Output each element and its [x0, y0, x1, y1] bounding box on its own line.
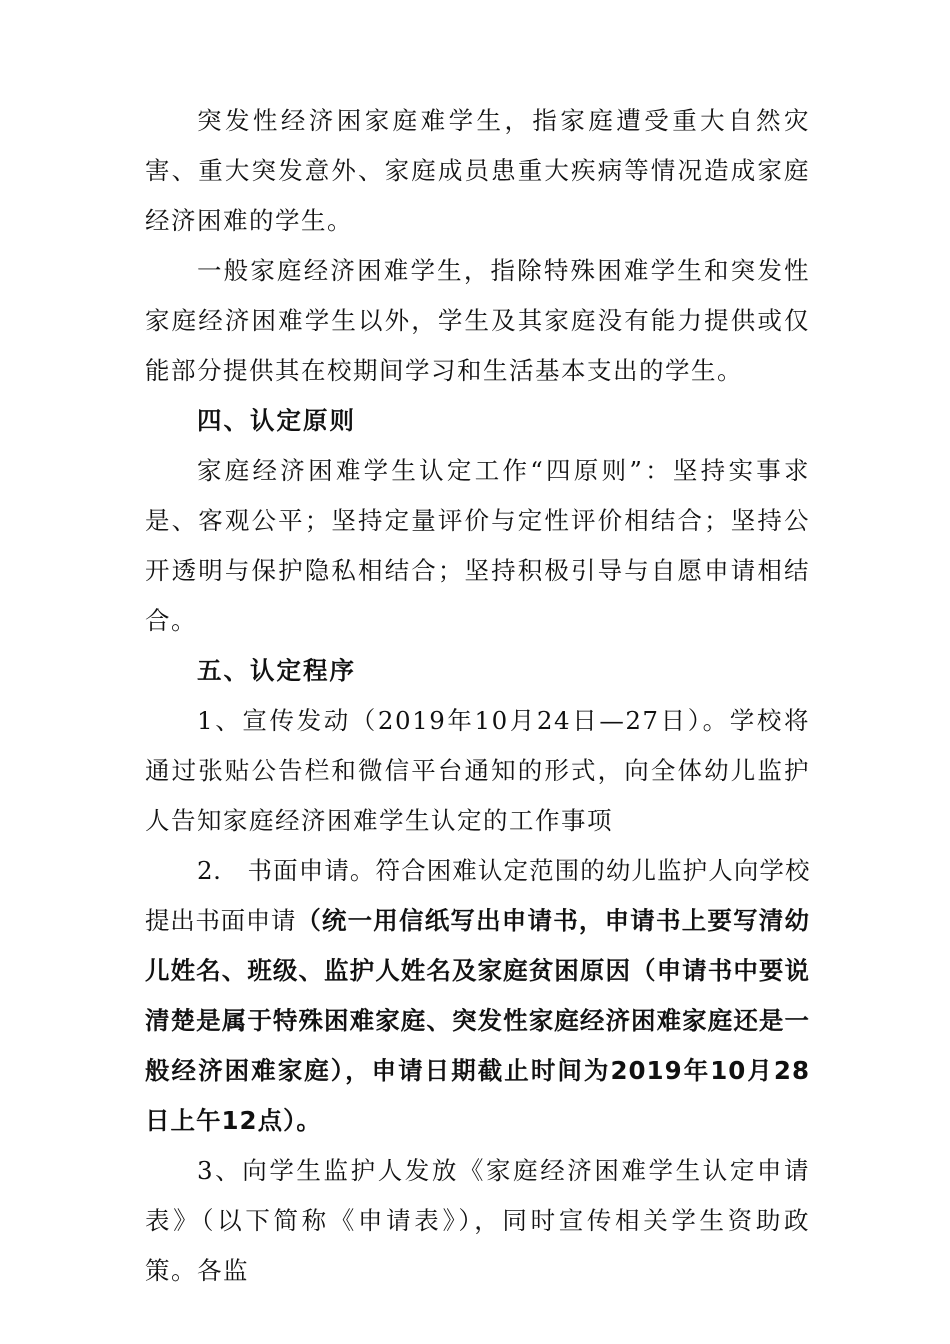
- application-bold-requirements: （统一用信纸写出申请书，申请书上要写清幼儿姓名、班级、监护人姓名及家庭贫困原因（申请书中要说清楚是属于特殊困难家庭、突发性家庭经济困难家庭还是一般经济困难家庭），申请日期截止时间为2019年10月28日上午12点）。: [145, 906, 811, 1135]
- paragraph-step-distribute-form: 3、向学生监护人发放《家庭经济困难学生认定申请表》（以下简称《申请表》），同时宣传相关学生资助政策。各监: [145, 1156, 810, 1285]
- section-heading-procedure: 五、认定程序: [197, 656, 356, 685]
- document-body: [145, 96, 810, 1296]
- paragraph-sudden-hardship: 突发性经济困家庭难学生，指家庭遭受重大自然灾害、重大突发意外、家庭成员患重大疾病等情况造成家庭经济困难的学生。: [145, 106, 810, 235]
- application-plain-text: 2. 书面申请。符合困难认定范围的幼儿监护人向学校提出书面申请: [145, 856, 810, 935]
- paragraph-four-principles: 家庭经济困难学生认定工作“四原则”：坚持实事求是、客观公平；坚持定量评价与定性评价相结合；坚持公开透明与保护隐私相结合；坚持积极引导与自愿申请相结合。: [145, 456, 810, 635]
- paragraph-step-publicity: 1、宣传发动（2019年10月24日—27日）。学校将通过张贴公告栏和微信平台通知的形式，向全体幼儿监护人告知家庭经济困难学生认定的工作事项: [145, 706, 810, 835]
- paragraph-general-hardship: 一般家庭经济困难学生，指除特殊困难学生和突发性家庭经济困难学生以外，学生及其家庭没有能力提供或仅能部分提供其在校期间学习和生活基本支出的学生。: [145, 256, 810, 385]
- section-heading-principles: 四、认定原则: [197, 406, 356, 435]
- paragraph-step-written-application: [145, 846, 810, 1146]
